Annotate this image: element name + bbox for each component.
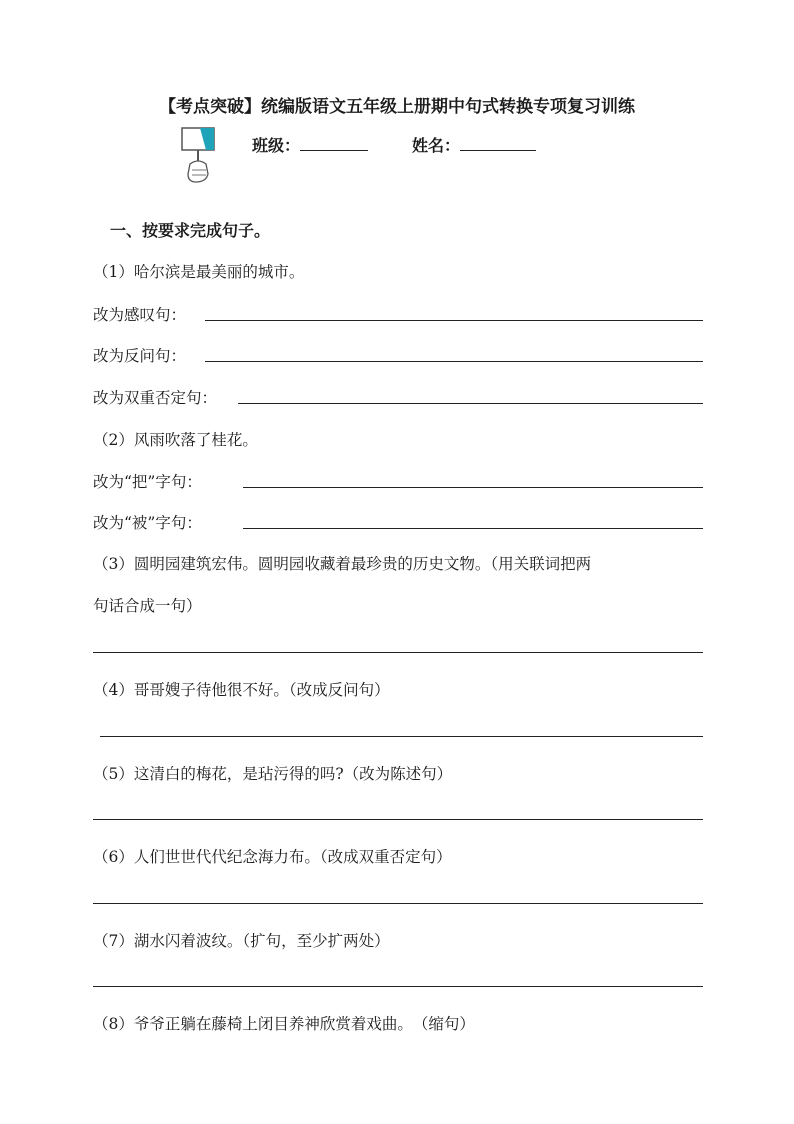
question-6-text: （6）人们世世代代纪念海力布。（改成双重否定句） [93, 848, 452, 866]
name-field [412, 133, 536, 156]
class-label: 班级： [252, 136, 301, 155]
hand-holding-sign-icon [180, 126, 224, 184]
question-1b-label: 改为反问句： [93, 347, 187, 365]
answer-line-4[interactable] [100, 736, 703, 737]
answer-line-1b[interactable] [205, 361, 703, 362]
name-label: 姓名： [412, 136, 461, 155]
answer-line-5[interactable] [93, 819, 703, 820]
question-3-line2: 句话合成一句） [93, 597, 202, 615]
class-field [252, 133, 368, 156]
answer-line-2a[interactable] [243, 487, 703, 488]
question-5-text: （5）这清白的梅花，是玷污得的吗?（改为陈述句） [93, 765, 453, 783]
question-1-text: （1）哈尔滨是最美丽的城市。 [93, 263, 305, 281]
question-4-text: （4）哥哥嫂子待他很不好。（改成反问句） [93, 681, 390, 699]
question-2-text: （2）风雨吹落了桂花。 [93, 431, 258, 449]
answer-line-6[interactable] [93, 903, 703, 904]
question-1a-label: 改为感叹句： [93, 306, 187, 324]
question-7-text: （7）湖水闪着波纹。（扩句，至少扩两处） [93, 932, 390, 950]
name-blank[interactable] [460, 134, 536, 151]
class-blank[interactable] [300, 134, 368, 151]
answer-line-1c[interactable] [238, 403, 703, 404]
question-8-text: （8）爷爷正躺在藤椅上闭目养神欣赏着戏曲。 （缩句） [93, 1015, 475, 1033]
question-3-line1: （3）圆明园建筑宏伟。圆明园收藏着最珍贵的历史文物。（用关联词把两 [93, 555, 592, 573]
answer-line-2b[interactable] [243, 528, 703, 529]
question-2a-label: 改为“把”字句： [93, 473, 202, 491]
section-heading: 一、按要求完成句子。 [110, 221, 271, 240]
answer-line-3[interactable] [93, 652, 703, 653]
page-title: 【考点突破】统编版语文五年级上册期中句式转换专项复习训练 [159, 97, 635, 117]
question-1c-label: 改为双重否定句： [93, 389, 218, 407]
answer-line-1a[interactable] [205, 320, 703, 321]
question-2b-label: 改为“被”字句： [93, 514, 202, 532]
answer-line-7[interactable] [93, 986, 703, 987]
